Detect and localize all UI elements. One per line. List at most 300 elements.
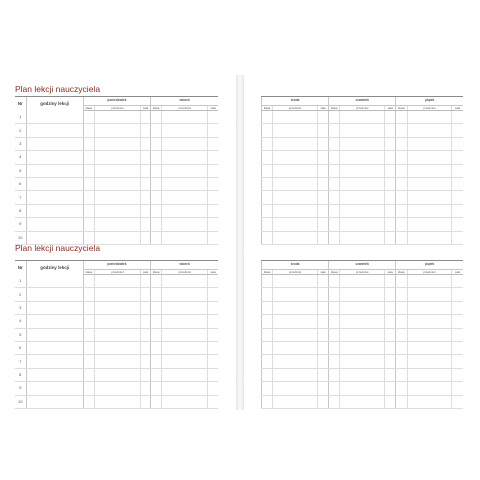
klasa-cell[interactable]	[396, 315, 407, 328]
klasa-cell[interactable]	[329, 341, 340, 354]
sala-cell[interactable]	[141, 218, 151, 231]
sala-cell[interactable]	[141, 301, 151, 314]
sala-cell[interactable]	[317, 328, 328, 341]
hours-cell[interactable]	[26, 124, 83, 137]
klasa-cell[interactable]	[83, 382, 94, 395]
przedmiot-cell[interactable]	[273, 395, 318, 408]
sala-cell[interactable]	[385, 231, 396, 244]
klasa-cell[interactable]	[329, 204, 340, 217]
przedmiot-cell[interactable]	[340, 137, 385, 150]
klasa-cell[interactable]	[151, 137, 162, 150]
przedmiot-cell[interactable]	[273, 218, 318, 231]
przedmiot-cell[interactable]	[407, 191, 452, 204]
hours-cell[interactable]	[26, 218, 83, 231]
klasa-cell[interactable]	[262, 111, 273, 124]
sala-cell[interactable]	[317, 315, 328, 328]
sala-cell[interactable]	[385, 204, 396, 217]
przedmiot-cell[interactable]	[273, 231, 318, 244]
przedmiot-cell[interactable]	[273, 151, 318, 164]
sala-cell[interactable]	[385, 382, 396, 395]
przedmiot-cell[interactable]	[340, 288, 385, 301]
sala-cell[interactable]	[317, 382, 328, 395]
przedmiot-cell[interactable]	[162, 204, 208, 217]
przedmiot-cell[interactable]	[340, 368, 385, 381]
przedmiot-cell[interactable]	[340, 275, 385, 288]
sala-cell[interactable]	[208, 177, 218, 190]
przedmiot-cell[interactable]	[94, 218, 140, 231]
sala-cell[interactable]	[208, 218, 218, 231]
przedmiot-cell[interactable]	[340, 301, 385, 314]
klasa-cell[interactable]	[83, 164, 94, 177]
klasa-cell[interactable]	[329, 111, 340, 124]
sala-cell[interactable]	[208, 191, 218, 204]
sala-cell[interactable]	[452, 288, 463, 301]
sala-cell[interactable]	[452, 395, 463, 408]
klasa-cell[interactable]	[151, 124, 162, 137]
przedmiot-cell[interactable]	[162, 111, 208, 124]
sala-cell[interactable]	[141, 204, 151, 217]
przedmiot-cell[interactable]	[273, 204, 318, 217]
przedmiot-cell[interactable]	[162, 288, 208, 301]
klasa-cell[interactable]	[262, 275, 273, 288]
klasa-cell[interactable]	[151, 204, 162, 217]
klasa-cell[interactable]	[262, 355, 273, 368]
przedmiot-cell[interactable]	[273, 382, 318, 395]
klasa-cell[interactable]	[83, 328, 94, 341]
sala-cell[interactable]	[452, 301, 463, 314]
klasa-cell[interactable]	[329, 275, 340, 288]
hours-cell[interactable]	[26, 288, 83, 301]
sala-cell[interactable]	[208, 231, 218, 244]
klasa-cell[interactable]	[329, 177, 340, 190]
przedmiot-cell[interactable]	[94, 288, 140, 301]
przedmiot-cell[interactable]	[340, 328, 385, 341]
sala-cell[interactable]	[317, 231, 328, 244]
sala-cell[interactable]	[452, 328, 463, 341]
klasa-cell[interactable]	[396, 301, 407, 314]
hours-cell[interactable]	[26, 164, 83, 177]
przedmiot-cell[interactable]	[340, 177, 385, 190]
klasa-cell[interactable]	[83, 341, 94, 354]
przedmiot-cell[interactable]	[162, 301, 208, 314]
klasa-cell[interactable]	[396, 111, 407, 124]
sala-cell[interactable]	[208, 355, 218, 368]
klasa-cell[interactable]	[151, 231, 162, 244]
przedmiot-cell[interactable]	[94, 137, 140, 150]
przedmiot-cell[interactable]	[407, 151, 452, 164]
przedmiot-cell[interactable]	[407, 137, 452, 150]
przedmiot-cell[interactable]	[340, 341, 385, 354]
klasa-cell[interactable]	[396, 191, 407, 204]
sala-cell[interactable]	[141, 164, 151, 177]
klasa-cell[interactable]	[396, 395, 407, 408]
przedmiot-cell[interactable]	[273, 164, 318, 177]
klasa-cell[interactable]	[83, 355, 94, 368]
przedmiot-cell[interactable]	[94, 395, 140, 408]
sala-cell[interactable]	[141, 191, 151, 204]
przedmiot-cell[interactable]	[407, 315, 452, 328]
przedmiot-cell[interactable]	[162, 164, 208, 177]
sala-cell[interactable]	[452, 177, 463, 190]
klasa-cell[interactable]	[329, 382, 340, 395]
hours-cell[interactable]	[26, 111, 83, 124]
klasa-cell[interactable]	[262, 218, 273, 231]
klasa-cell[interactable]	[262, 151, 273, 164]
sala-cell[interactable]	[208, 328, 218, 341]
przedmiot-cell[interactable]	[407, 368, 452, 381]
sala-cell[interactable]	[317, 124, 328, 137]
sala-cell[interactable]	[141, 341, 151, 354]
przedmiot-cell[interactable]	[407, 341, 452, 354]
sala-cell[interactable]	[385, 191, 396, 204]
klasa-cell[interactable]	[329, 231, 340, 244]
przedmiot-cell[interactable]	[407, 218, 452, 231]
klasa-cell[interactable]	[262, 341, 273, 354]
klasa-cell[interactable]	[329, 328, 340, 341]
sala-cell[interactable]	[385, 111, 396, 124]
przedmiot-cell[interactable]	[273, 191, 318, 204]
przedmiot-cell[interactable]	[94, 275, 140, 288]
sala-cell[interactable]	[452, 231, 463, 244]
klasa-cell[interactable]	[83, 368, 94, 381]
sala-cell[interactable]	[385, 301, 396, 314]
przedmiot-cell[interactable]	[407, 288, 452, 301]
klasa-cell[interactable]	[262, 137, 273, 150]
klasa-cell[interactable]	[396, 164, 407, 177]
sala-cell[interactable]	[317, 204, 328, 217]
przedmiot-cell[interactable]	[340, 382, 385, 395]
przedmiot-cell[interactable]	[407, 382, 452, 395]
klasa-cell[interactable]	[83, 315, 94, 328]
sala-cell[interactable]	[141, 355, 151, 368]
sala-cell[interactable]	[208, 124, 218, 137]
sala-cell[interactable]	[317, 164, 328, 177]
sala-cell[interactable]	[141, 288, 151, 301]
klasa-cell[interactable]	[151, 395, 162, 408]
sala-cell[interactable]	[141, 231, 151, 244]
przedmiot-cell[interactable]	[407, 111, 452, 124]
klasa-cell[interactable]	[396, 328, 407, 341]
sala-cell[interactable]	[317, 395, 328, 408]
klasa-cell[interactable]	[151, 151, 162, 164]
sala-cell[interactable]	[385, 218, 396, 231]
przedmiot-cell[interactable]	[407, 395, 452, 408]
przedmiot-cell[interactable]	[340, 395, 385, 408]
przedmiot-cell[interactable]	[162, 137, 208, 150]
przedmiot-cell[interactable]	[162, 275, 208, 288]
klasa-cell[interactable]	[151, 288, 162, 301]
sala-cell[interactable]	[385, 328, 396, 341]
sala-cell[interactable]	[208, 341, 218, 354]
hours-cell[interactable]	[26, 355, 83, 368]
klasa-cell[interactable]	[329, 355, 340, 368]
przedmiot-cell[interactable]	[340, 218, 385, 231]
przedmiot-cell[interactable]	[94, 111, 140, 124]
klasa-cell[interactable]	[151, 177, 162, 190]
sala-cell[interactable]	[385, 151, 396, 164]
klasa-cell[interactable]	[329, 191, 340, 204]
sala-cell[interactable]	[385, 124, 396, 137]
przedmiot-cell[interactable]	[162, 382, 208, 395]
przedmiot-cell[interactable]	[162, 328, 208, 341]
klasa-cell[interactable]	[329, 218, 340, 231]
przedmiot-cell[interactable]	[407, 164, 452, 177]
sala-cell[interactable]	[141, 382, 151, 395]
przedmiot-cell[interactable]	[94, 204, 140, 217]
przedmiot-cell[interactable]	[273, 124, 318, 137]
sala-cell[interactable]	[452, 124, 463, 137]
sala-cell[interactable]	[452, 204, 463, 217]
hours-cell[interactable]	[26, 137, 83, 150]
przedmiot-cell[interactable]	[407, 328, 452, 341]
sala-cell[interactable]	[317, 151, 328, 164]
klasa-cell[interactable]	[83, 111, 94, 124]
sala-cell[interactable]	[208, 382, 218, 395]
przedmiot-cell[interactable]	[94, 177, 140, 190]
klasa-cell[interactable]	[151, 328, 162, 341]
sala-cell[interactable]	[452, 137, 463, 150]
sala-cell[interactable]	[452, 151, 463, 164]
sala-cell[interactable]	[141, 177, 151, 190]
sala-cell[interactable]	[317, 368, 328, 381]
przedmiot-cell[interactable]	[94, 355, 140, 368]
sala-cell[interactable]	[385, 315, 396, 328]
sala-cell[interactable]	[141, 395, 151, 408]
hours-cell[interactable]	[26, 191, 83, 204]
klasa-cell[interactable]	[151, 111, 162, 124]
sala-cell[interactable]	[452, 315, 463, 328]
sala-cell[interactable]	[208, 164, 218, 177]
sala-cell[interactable]	[452, 191, 463, 204]
klasa-cell[interactable]	[151, 315, 162, 328]
klasa-cell[interactable]	[151, 368, 162, 381]
przedmiot-cell[interactable]	[273, 288, 318, 301]
sala-cell[interactable]	[208, 204, 218, 217]
przedmiot-cell[interactable]	[94, 315, 140, 328]
sala-cell[interactable]	[385, 177, 396, 190]
hours-cell[interactable]	[26, 275, 83, 288]
sala-cell[interactable]	[317, 137, 328, 150]
przedmiot-cell[interactable]	[94, 151, 140, 164]
klasa-cell[interactable]	[396, 288, 407, 301]
przedmiot-cell[interactable]	[94, 382, 140, 395]
przedmiot-cell[interactable]	[162, 151, 208, 164]
przedmiot-cell[interactable]	[162, 191, 208, 204]
klasa-cell[interactable]	[151, 301, 162, 314]
przedmiot-cell[interactable]	[340, 315, 385, 328]
przedmiot-cell[interactable]	[340, 231, 385, 244]
sala-cell[interactable]	[141, 137, 151, 150]
sala-cell[interactable]	[452, 275, 463, 288]
przedmiot-cell[interactable]	[340, 124, 385, 137]
przedmiot-cell[interactable]	[340, 164, 385, 177]
klasa-cell[interactable]	[396, 382, 407, 395]
sala-cell[interactable]	[317, 218, 328, 231]
sala-cell[interactable]	[452, 164, 463, 177]
hours-cell[interactable]	[26, 395, 83, 408]
sala-cell[interactable]	[317, 301, 328, 314]
sala-cell[interactable]	[452, 218, 463, 231]
przedmiot-cell[interactable]	[340, 111, 385, 124]
sala-cell[interactable]	[385, 368, 396, 381]
przedmiot-cell[interactable]	[162, 315, 208, 328]
klasa-cell[interactable]	[262, 164, 273, 177]
klasa-cell[interactable]	[396, 368, 407, 381]
klasa-cell[interactable]	[329, 315, 340, 328]
przedmiot-cell[interactable]	[94, 124, 140, 137]
przedmiot-cell[interactable]	[407, 177, 452, 190]
hours-cell[interactable]	[26, 204, 83, 217]
sala-cell[interactable]	[317, 355, 328, 368]
klasa-cell[interactable]	[396, 275, 407, 288]
przedmiot-cell[interactable]	[94, 301, 140, 314]
sala-cell[interactable]	[385, 275, 396, 288]
klasa-cell[interactable]	[262, 124, 273, 137]
sala-cell[interactable]	[385, 137, 396, 150]
przedmiot-cell[interactable]	[162, 355, 208, 368]
klasa-cell[interactable]	[83, 275, 94, 288]
klasa-cell[interactable]	[151, 382, 162, 395]
przedmiot-cell[interactable]	[407, 355, 452, 368]
przedmiot-cell[interactable]	[162, 368, 208, 381]
klasa-cell[interactable]	[151, 275, 162, 288]
klasa-cell[interactable]	[329, 151, 340, 164]
przedmiot-cell[interactable]	[407, 301, 452, 314]
klasa-cell[interactable]	[396, 124, 407, 137]
przedmiot-cell[interactable]	[340, 355, 385, 368]
przedmiot-cell[interactable]	[162, 177, 208, 190]
hours-cell[interactable]	[26, 151, 83, 164]
klasa-cell[interactable]	[396, 204, 407, 217]
przedmiot-cell[interactable]	[407, 124, 452, 137]
sala-cell[interactable]	[208, 368, 218, 381]
klasa-cell[interactable]	[83, 204, 94, 217]
sala-cell[interactable]	[385, 355, 396, 368]
klasa-cell[interactable]	[83, 301, 94, 314]
przedmiot-cell[interactable]	[340, 204, 385, 217]
klasa-cell[interactable]	[83, 395, 94, 408]
klasa-cell[interactable]	[83, 177, 94, 190]
klasa-cell[interactable]	[83, 288, 94, 301]
klasa-cell[interactable]	[151, 164, 162, 177]
sala-cell[interactable]	[208, 301, 218, 314]
sala-cell[interactable]	[385, 164, 396, 177]
klasa-cell[interactable]	[329, 368, 340, 381]
klasa-cell[interactable]	[396, 355, 407, 368]
hours-cell[interactable]	[26, 328, 83, 341]
przedmiot-cell[interactable]	[94, 164, 140, 177]
przedmiot-cell[interactable]	[94, 191, 140, 204]
klasa-cell[interactable]	[329, 288, 340, 301]
sala-cell[interactable]	[385, 341, 396, 354]
przedmiot-cell[interactable]	[273, 177, 318, 190]
sala-cell[interactable]	[317, 275, 328, 288]
przedmiot-cell[interactable]	[273, 315, 318, 328]
przedmiot-cell[interactable]	[162, 124, 208, 137]
hours-cell[interactable]	[26, 382, 83, 395]
klasa-cell[interactable]	[329, 395, 340, 408]
przedmiot-cell[interactable]	[94, 341, 140, 354]
klasa-cell[interactable]	[262, 177, 273, 190]
przedmiot-cell[interactable]	[273, 341, 318, 354]
przedmiot-cell[interactable]	[162, 218, 208, 231]
przedmiot-cell[interactable]	[273, 137, 318, 150]
hours-cell[interactable]	[26, 368, 83, 381]
klasa-cell[interactable]	[396, 151, 407, 164]
przedmiot-cell[interactable]	[407, 275, 452, 288]
klasa-cell[interactable]	[151, 218, 162, 231]
klasa-cell[interactable]	[396, 137, 407, 150]
sala-cell[interactable]	[317, 111, 328, 124]
sala-cell[interactable]	[141, 124, 151, 137]
przedmiot-cell[interactable]	[162, 231, 208, 244]
sala-cell[interactable]	[208, 275, 218, 288]
klasa-cell[interactable]	[151, 191, 162, 204]
sala-cell[interactable]	[141, 368, 151, 381]
klasa-cell[interactable]	[262, 231, 273, 244]
klasa-cell[interactable]	[396, 231, 407, 244]
przedmiot-cell[interactable]	[407, 231, 452, 244]
klasa-cell[interactable]	[83, 151, 94, 164]
sala-cell[interactable]	[317, 177, 328, 190]
przedmiot-cell[interactable]	[162, 341, 208, 354]
klasa-cell[interactable]	[83, 137, 94, 150]
przedmiot-cell[interactable]	[273, 355, 318, 368]
sala-cell[interactable]	[452, 355, 463, 368]
hours-cell[interactable]	[26, 177, 83, 190]
klasa-cell[interactable]	[151, 341, 162, 354]
przedmiot-cell[interactable]	[273, 328, 318, 341]
klasa-cell[interactable]	[83, 218, 94, 231]
klasa-cell[interactable]	[329, 301, 340, 314]
sala-cell[interactable]	[208, 315, 218, 328]
sala-cell[interactable]	[208, 111, 218, 124]
przedmiot-cell[interactable]	[273, 368, 318, 381]
sala-cell[interactable]	[141, 315, 151, 328]
sala-cell[interactable]	[141, 275, 151, 288]
przedmiot-cell[interactable]	[340, 191, 385, 204]
przedmiot-cell[interactable]	[273, 275, 318, 288]
hours-cell[interactable]	[26, 341, 83, 354]
klasa-cell[interactable]	[151, 355, 162, 368]
sala-cell[interactable]	[208, 395, 218, 408]
klasa-cell[interactable]	[262, 204, 273, 217]
hours-cell[interactable]	[26, 315, 83, 328]
klasa-cell[interactable]	[262, 301, 273, 314]
przedmiot-cell[interactable]	[273, 111, 318, 124]
sala-cell[interactable]	[452, 341, 463, 354]
sala-cell[interactable]	[385, 288, 396, 301]
klasa-cell[interactable]	[262, 191, 273, 204]
klasa-cell[interactable]	[329, 124, 340, 137]
sala-cell[interactable]	[452, 368, 463, 381]
przedmiot-cell[interactable]	[94, 368, 140, 381]
przedmiot-cell[interactable]	[273, 301, 318, 314]
klasa-cell[interactable]	[262, 395, 273, 408]
klasa-cell[interactable]	[396, 341, 407, 354]
przedmiot-cell[interactable]	[94, 231, 140, 244]
klasa-cell[interactable]	[262, 368, 273, 381]
klasa-cell[interactable]	[262, 382, 273, 395]
przedmiot-cell[interactable]	[340, 151, 385, 164]
sala-cell[interactable]	[452, 382, 463, 395]
sala-cell[interactable]	[208, 151, 218, 164]
klasa-cell[interactable]	[262, 288, 273, 301]
klasa-cell[interactable]	[329, 137, 340, 150]
przedmiot-cell[interactable]	[162, 395, 208, 408]
klasa-cell[interactable]	[83, 191, 94, 204]
sala-cell[interactable]	[317, 191, 328, 204]
